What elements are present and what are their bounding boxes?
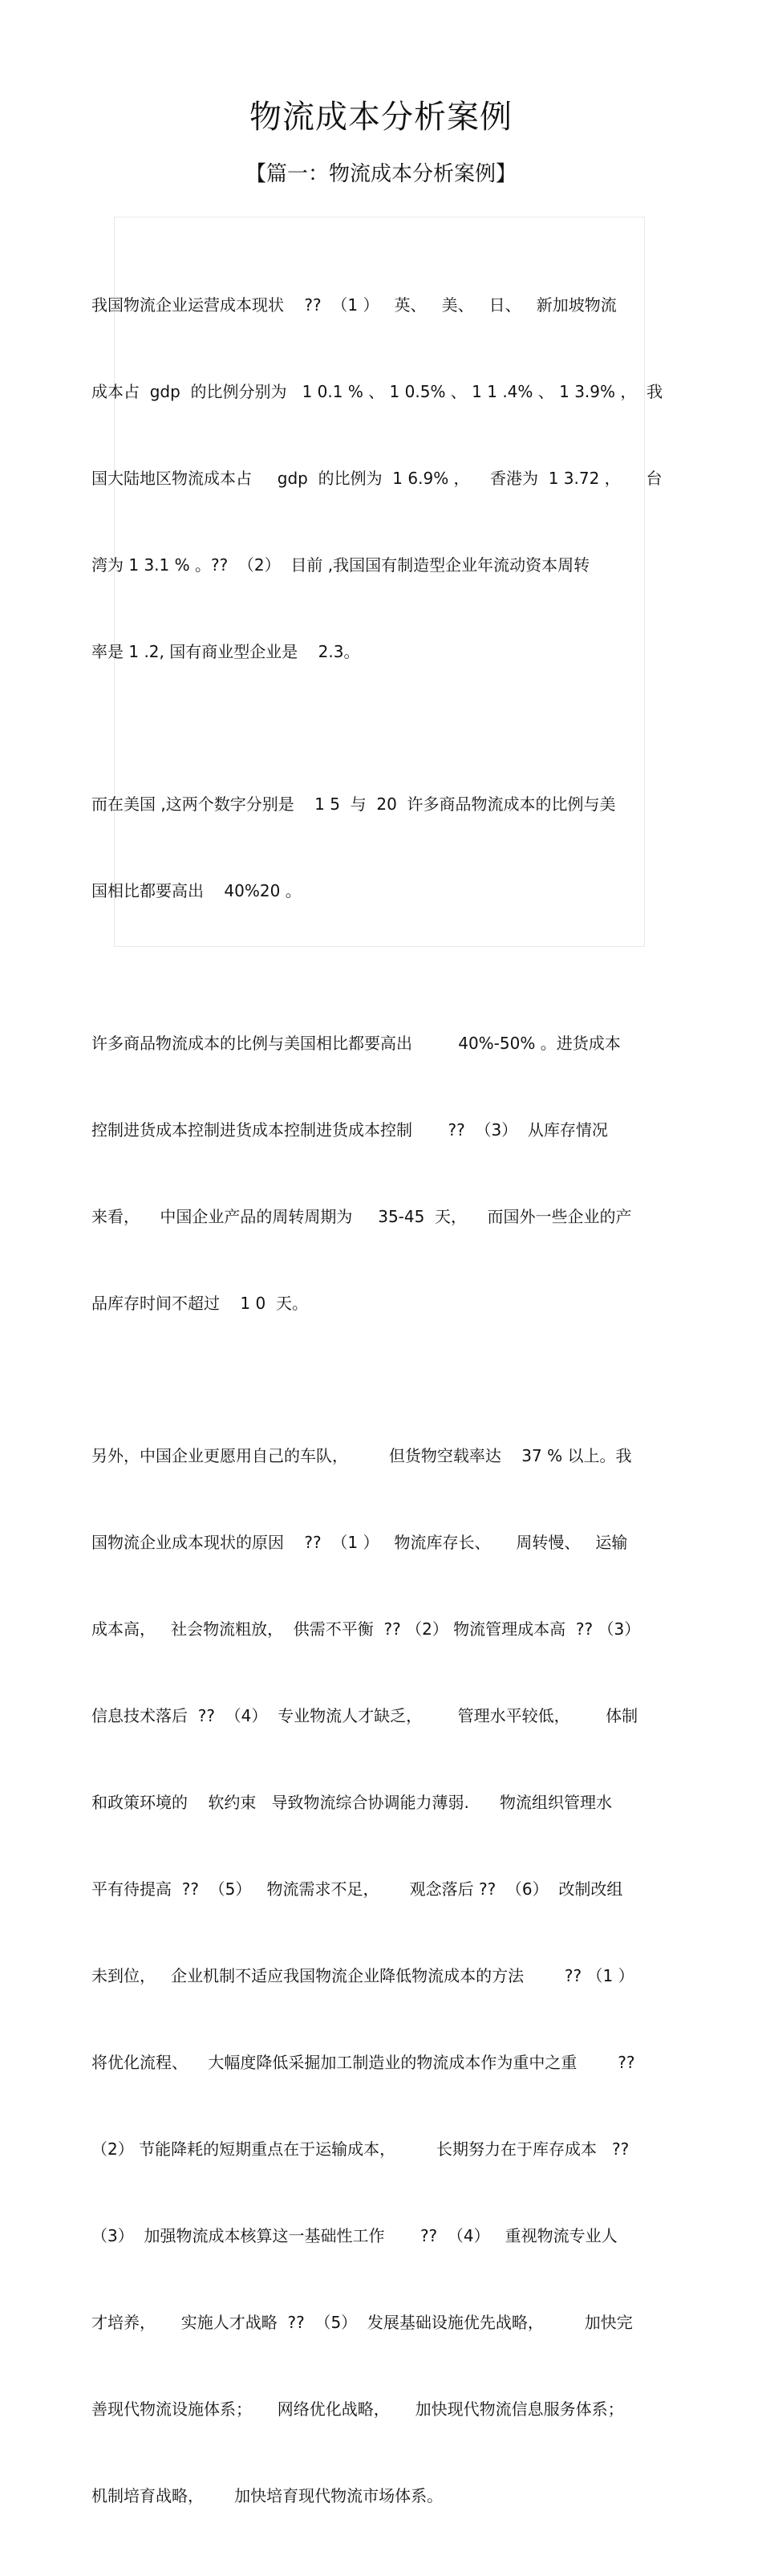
text-line: 平有待提高 ?? （5） 物流需求不足， 观念落后 ?? （6） 改制改组 [91,1879,623,1899]
text-line: 未到位， 企业机制不适应我国物流企业降低物流成本的方法 ?? （1 ） [91,1966,634,1985]
paragraph-3 [91,971,673,1375]
text-line: 国物流企业成本现状的原因 ?? （1 ） 物流库存长、 周转慢、 运输 [91,1533,628,1552]
text-line: 控制进货成本控制进货成本控制进货成本控制 ?? （3） 从库存情况 [91,1120,608,1140]
document-subtitle: 【篇一：物流成本分析案例】 [245,162,517,186]
paragraph-1 [91,233,673,724]
document-body [91,233,673,2576]
paragraph-4 [91,1383,673,2568]
document-title: 物流成本分析案例 [249,99,513,136]
text-line: 国相比都要高出 40%20 。 [91,881,302,900]
text-line: 才培养， 实施人才战略 ?? （5） 发展基础设施优先战略， 加快完 [91,2313,633,2332]
paragraph-2 [91,732,673,963]
text-line: 善现代物流设施体系； 网络优化战略， 加快现代物流信息服务体系； [91,2399,624,2419]
text-line: 来看， 中国企业产品的周转周期为 35-45 天， 而国外一些企业的产 [91,1207,632,1226]
text-line: （2） 节能降耗的短期重点在于运输成本， 长期努力在于库存成本 ?? [91,2139,630,2159]
text-line: 成本占 gdp 的比例分别为 1 0.1 % 、 1 0.5% 、 1 1 .4% 、 1 3.9% ， 我 [91,382,663,401]
text-line: 国大陆地区物流成本占 gdp 的比例为 1 6.9% ， 香港为 1 3.72 ， 台 [91,469,663,488]
text-line: 率是 1 .2, 国有商业型企业是 2.3。 [91,642,360,661]
text-line: 而在美国 ,这两个数字分别是 1 5 与 20 许多商品物流成本的比例与美 [91,794,616,814]
text-line: 将优化流程、 大幅度降低采掘加工制造业的物流成本作为重中之重 ?? [91,2053,635,2072]
text-line: 我国物流企业运营成本现状 ?? （1 ） 英、 美、 日、 新加坡物流 [91,295,617,315]
text-line: 信息技术落后 ?? （4） 专业物流人才缺乏， 管理水平较低， 体制 [91,1706,638,1725]
text-line: 成本高， 社会物流粗放， 供需不平衡 ?? （2） 物流管理成本高 ?? （3） [91,1619,641,1639]
text-line: 机制培育战略， 加快培育现代物流市场体系。 [91,2486,444,2505]
text-line: 许多商品物流成本的比例与美国相比都要高出 40%-50% 。进货成本 [91,1034,621,1053]
text-line: 和政策环境的 软约束 导致物流综合协调能力薄弱. 物流组织管理水 [91,1793,613,1812]
text-line: （3） 加强物流成本核算这一基础性工作 ?? （4） 重视物流专业人 [91,2226,618,2245]
text-line: 另外，中国企业更愿用自己的车队， 但货物空载率达 37 % 以上。我 [91,1446,632,1465]
text-line: 品库存时间不超过 1 0 天。 [91,1294,308,1313]
text-line: 湾为 1 3.1 % 。?? （2） 目前 ,我国国有制造型企业年流动资本周转 [91,555,590,575]
